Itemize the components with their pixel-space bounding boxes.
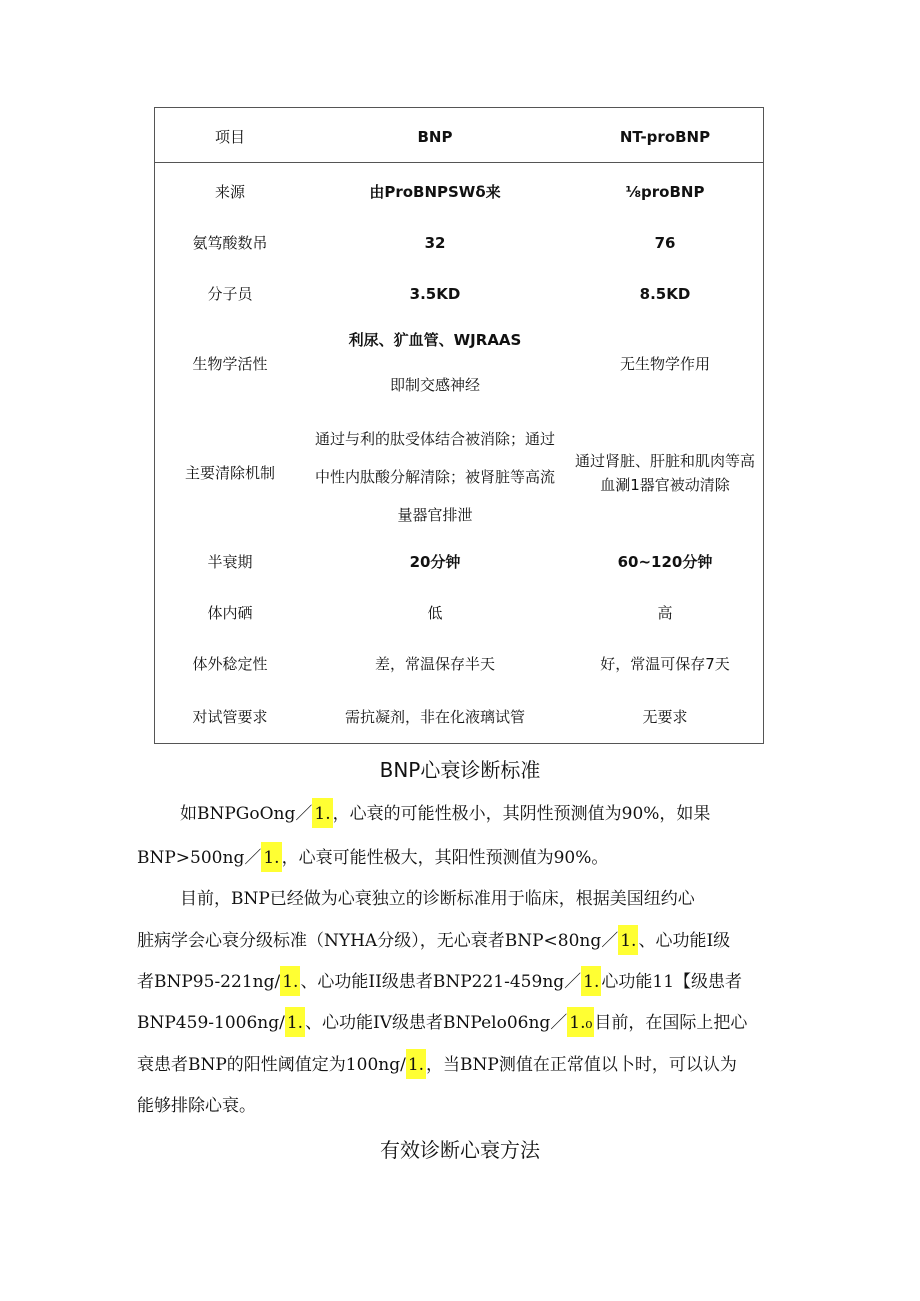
paragraph-line bbox=[180, 798, 710, 829]
text-run: 者BNP95-221ng/ bbox=[137, 972, 281, 992]
cell-bnp-clearance-line: 中性内肽酸分解清除；被肾脏等高流 bbox=[314, 468, 555, 486]
comparison-table bbox=[154, 107, 764, 744]
row-label-source: 来源 bbox=[214, 183, 245, 201]
text-run: 脏病学会心衰分级标准（NYHA分级），无心衰者BNP<80ng／ bbox=[137, 931, 619, 951]
highlight-mark: 1. bbox=[406, 1049, 426, 1079]
paragraph-line bbox=[137, 842, 608, 873]
cell-nt-mass: 8.5KD bbox=[639, 285, 691, 303]
cell-bnp-activity-line: 利尿、犷血管、WJRAAS bbox=[348, 331, 522, 349]
paragraph-line bbox=[137, 1049, 737, 1080]
cell-bnp-stability: 差，常温保存半天 bbox=[374, 655, 495, 673]
paragraph-line bbox=[137, 1091, 256, 1121]
highlight-mark: 1.₀ bbox=[567, 1007, 594, 1037]
cell-nt-concentration: 高 bbox=[657, 604, 673, 622]
row-label-halflife: 半衰期 bbox=[207, 553, 253, 571]
header-ntprobnp: NT-proBNP bbox=[619, 128, 711, 146]
cell-bnp-tube: 需抗凝剂，非在化液璃试管 bbox=[344, 708, 525, 726]
text-run: 能够排除心衰。 bbox=[137, 1096, 256, 1116]
cell-nt-clearance bbox=[565, 450, 765, 496]
cell-bnp-mass: 3.5KD bbox=[409, 285, 461, 303]
row-label-stability: 体外稔定性 bbox=[192, 655, 268, 673]
cell-nt-halflife: 60~120分钟 bbox=[617, 553, 713, 571]
paragraph-line bbox=[163, 884, 695, 914]
highlight-mark: 1. bbox=[285, 1007, 305, 1037]
text-run: 目前，在国际上把心 bbox=[594, 1013, 748, 1033]
cell-nt-amino: 76 bbox=[654, 234, 676, 252]
highlight-mark: 1. bbox=[581, 966, 601, 996]
cell-bnp-halflife: 20分钟 bbox=[409, 553, 461, 571]
text-run: ，心衰可能性极大，其阳性预测值为90%。 bbox=[281, 848, 609, 868]
text-run: ，心衰的可能性极小，其阴性预测值为90%，如果 bbox=[332, 804, 711, 824]
text-run: 、心功能II级患者BNP221-459ng／ bbox=[300, 972, 582, 992]
table-header-row bbox=[155, 108, 763, 163]
cell-nt-stability: 好，常温可保存7天 bbox=[600, 655, 730, 673]
highlight-mark: 1. bbox=[618, 925, 638, 955]
section-title-diagnosis-methods: 有效诊断心衰方法 bbox=[380, 1138, 540, 1162]
row-label-activity: 生物学活性 bbox=[192, 355, 268, 373]
header-item: 项目 bbox=[214, 128, 245, 146]
header-bnp: BNP bbox=[417, 128, 453, 146]
text-run: BNP>500ng／ bbox=[137, 848, 262, 868]
cell-bnp-activity-line: 即制交感神经 bbox=[389, 376, 480, 394]
row-label-concentration: 体内硒 bbox=[207, 604, 253, 622]
text-run: 衰患者BNP的阳性阈值定为100ng/ bbox=[137, 1055, 406, 1075]
cell-bnp-source: 由ProBNPSWδ来 bbox=[369, 183, 501, 201]
cell-nt-clearance-line: 通过肾脏、肝脏和肌肉等高 bbox=[574, 452, 755, 470]
cell-nt-source: ⅛proBNP bbox=[625, 183, 705, 201]
cell-bnp-amino: 32 bbox=[424, 234, 446, 252]
cell-nt-clearance-line: 血涮1器官被动清除 bbox=[600, 476, 730, 494]
text-run: 、心功能I级 bbox=[638, 931, 731, 951]
highlight-mark: 1. bbox=[280, 966, 300, 996]
paragraph-line bbox=[137, 1007, 747, 1038]
cell-bnp-clearance bbox=[295, 428, 575, 526]
row-label-clearance: 主要清除机制 bbox=[184, 464, 275, 482]
highlight-mark: 1. bbox=[312, 798, 332, 828]
highlight-mark: 1. bbox=[261, 842, 281, 872]
text-run: 如BNPGoOng／ bbox=[180, 804, 313, 824]
text-run: 、心功能IV级患者BNPelo06ng／ bbox=[305, 1013, 568, 1033]
text-run: 心功能11【级患者 bbox=[601, 972, 743, 992]
cell-bnp-clearance-line: 通过与利的肽受体结合被消除；通过 bbox=[314, 430, 555, 448]
paragraph-line bbox=[137, 925, 730, 956]
text-run: 目前，BNP已经做为心衰独立的诊断标准用于临床，根据美国纽约心 bbox=[163, 889, 695, 909]
cell-bnp-clearance-line: 量器官排泄 bbox=[397, 506, 473, 524]
row-label-tube: 对试管要求 bbox=[192, 708, 268, 726]
section-title-bnp-criteria: BNP心衰诊断标准 bbox=[379, 758, 541, 782]
cell-nt-tube: 无要求 bbox=[642, 708, 688, 726]
row-label-amino: 氨笃酸数吊 bbox=[192, 234, 268, 252]
text-run: ，当BNP测值在正常值以卜时，可以认为 bbox=[426, 1055, 737, 1075]
cell-nt-activity: 无生物学作用 bbox=[619, 355, 710, 373]
cell-bnp-activity bbox=[295, 329, 575, 396]
cell-bnp-concentration: 低 bbox=[427, 604, 443, 622]
row-label-mass: 分子员 bbox=[207, 285, 253, 303]
text-run: BNP459-1006ng/ bbox=[137, 1013, 285, 1033]
paragraph-line bbox=[137, 966, 742, 997]
